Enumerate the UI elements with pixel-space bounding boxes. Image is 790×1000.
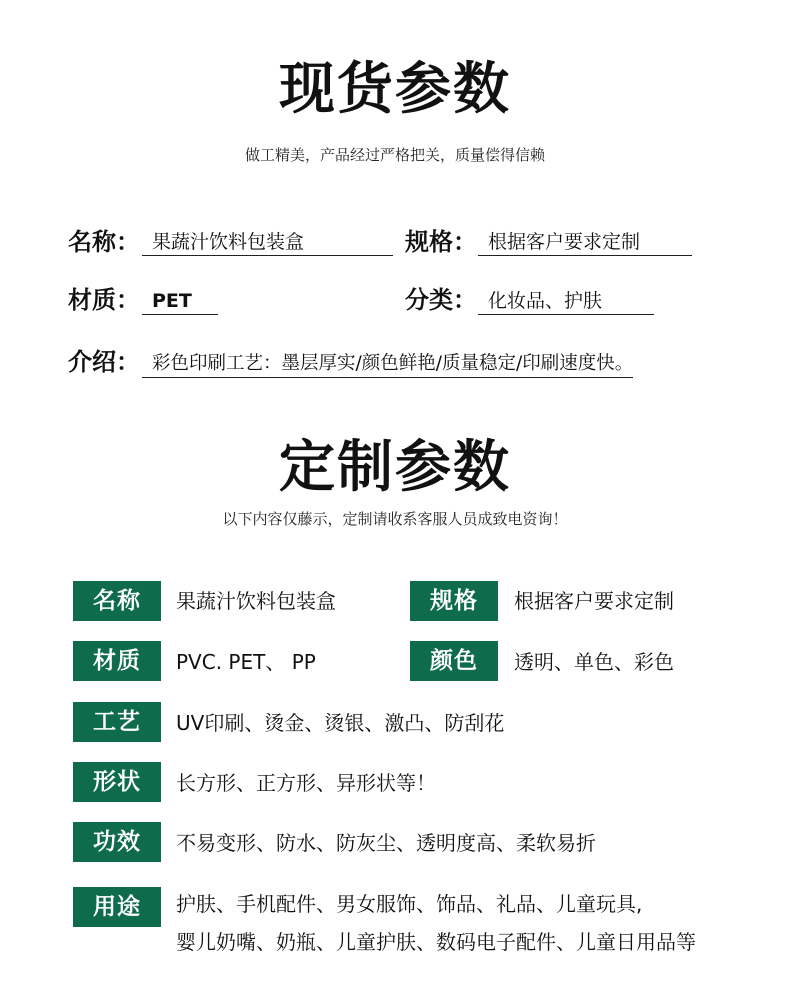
custom-material-value: PVC. PET、 PP [176, 650, 316, 674]
custom-craft-tag: 工艺 [73, 702, 161, 742]
stock-category-label: 分类： [405, 286, 477, 314]
stock-spec-value: 根据客户要求定制 [478, 233, 692, 256]
stock-section-subtitle: 做工精美，产品经过严格把关，质量偿得信赖 [244, 146, 545, 164]
custom-name-value: 果蔬汁饮料包装盒 [176, 589, 336, 613]
custom-color-value: 透明、单色、彩色 [514, 650, 674, 674]
custom-material-tag: 材质 [73, 641, 161, 681]
custom-section-subtitle: 以下内容仅藤示，定制请收系客服人员成致电资询！ [222, 510, 568, 528]
custom-spec-value: 根据客户要求定制 [514, 589, 674, 613]
custom-usage-value-line1: 护肤、手机配件、男女服饰、饰品、礼品、儿童玩具, [176, 892, 643, 916]
custom-usage-value-line2: 婴儿奶嘴、奶瓶、儿童护肤、数码电子配件、儿童日用品等 [176, 930, 696, 954]
custom-section-title: 定制参数 [279, 435, 511, 500]
custom-usage-tag: 用途 [73, 887, 161, 927]
stock-name-value: 果蔬汁饮料包装盒 [142, 233, 393, 256]
custom-shape-tag: 形状 [73, 762, 161, 802]
custom-shape-value: 长方形、正方形、异形状等！ [176, 771, 436, 795]
custom-craft-value: UV印刷、烫金、烫银、激凸、防刮花 [176, 711, 505, 735]
stock-section-title: 现货参数 [279, 57, 511, 122]
stock-category-value: 化妆品、护肤 [478, 292, 654, 315]
custom-color-tag: 颜色 [410, 641, 498, 681]
custom-name-tag: 名称 [73, 581, 161, 621]
stock-intro-value: 彩色印刷工艺：墨层厚实/颜色鲜艳/质量稳定/印刷速度快。 [142, 355, 633, 378]
stock-intro-label: 介绍： [68, 348, 140, 376]
stock-name-label: 名称： [68, 228, 140, 256]
custom-effect-tag: 功效 [73, 822, 161, 862]
custom-effect-value: 不易变形、防水、防灰尘、透明度高、柔软易折 [176, 831, 596, 855]
stock-spec-label: 规格： [405, 228, 477, 256]
stock-material-label: 材质： [68, 286, 140, 314]
custom-spec-tag: 规格 [410, 581, 498, 621]
stock-material-value: PET [142, 292, 218, 315]
